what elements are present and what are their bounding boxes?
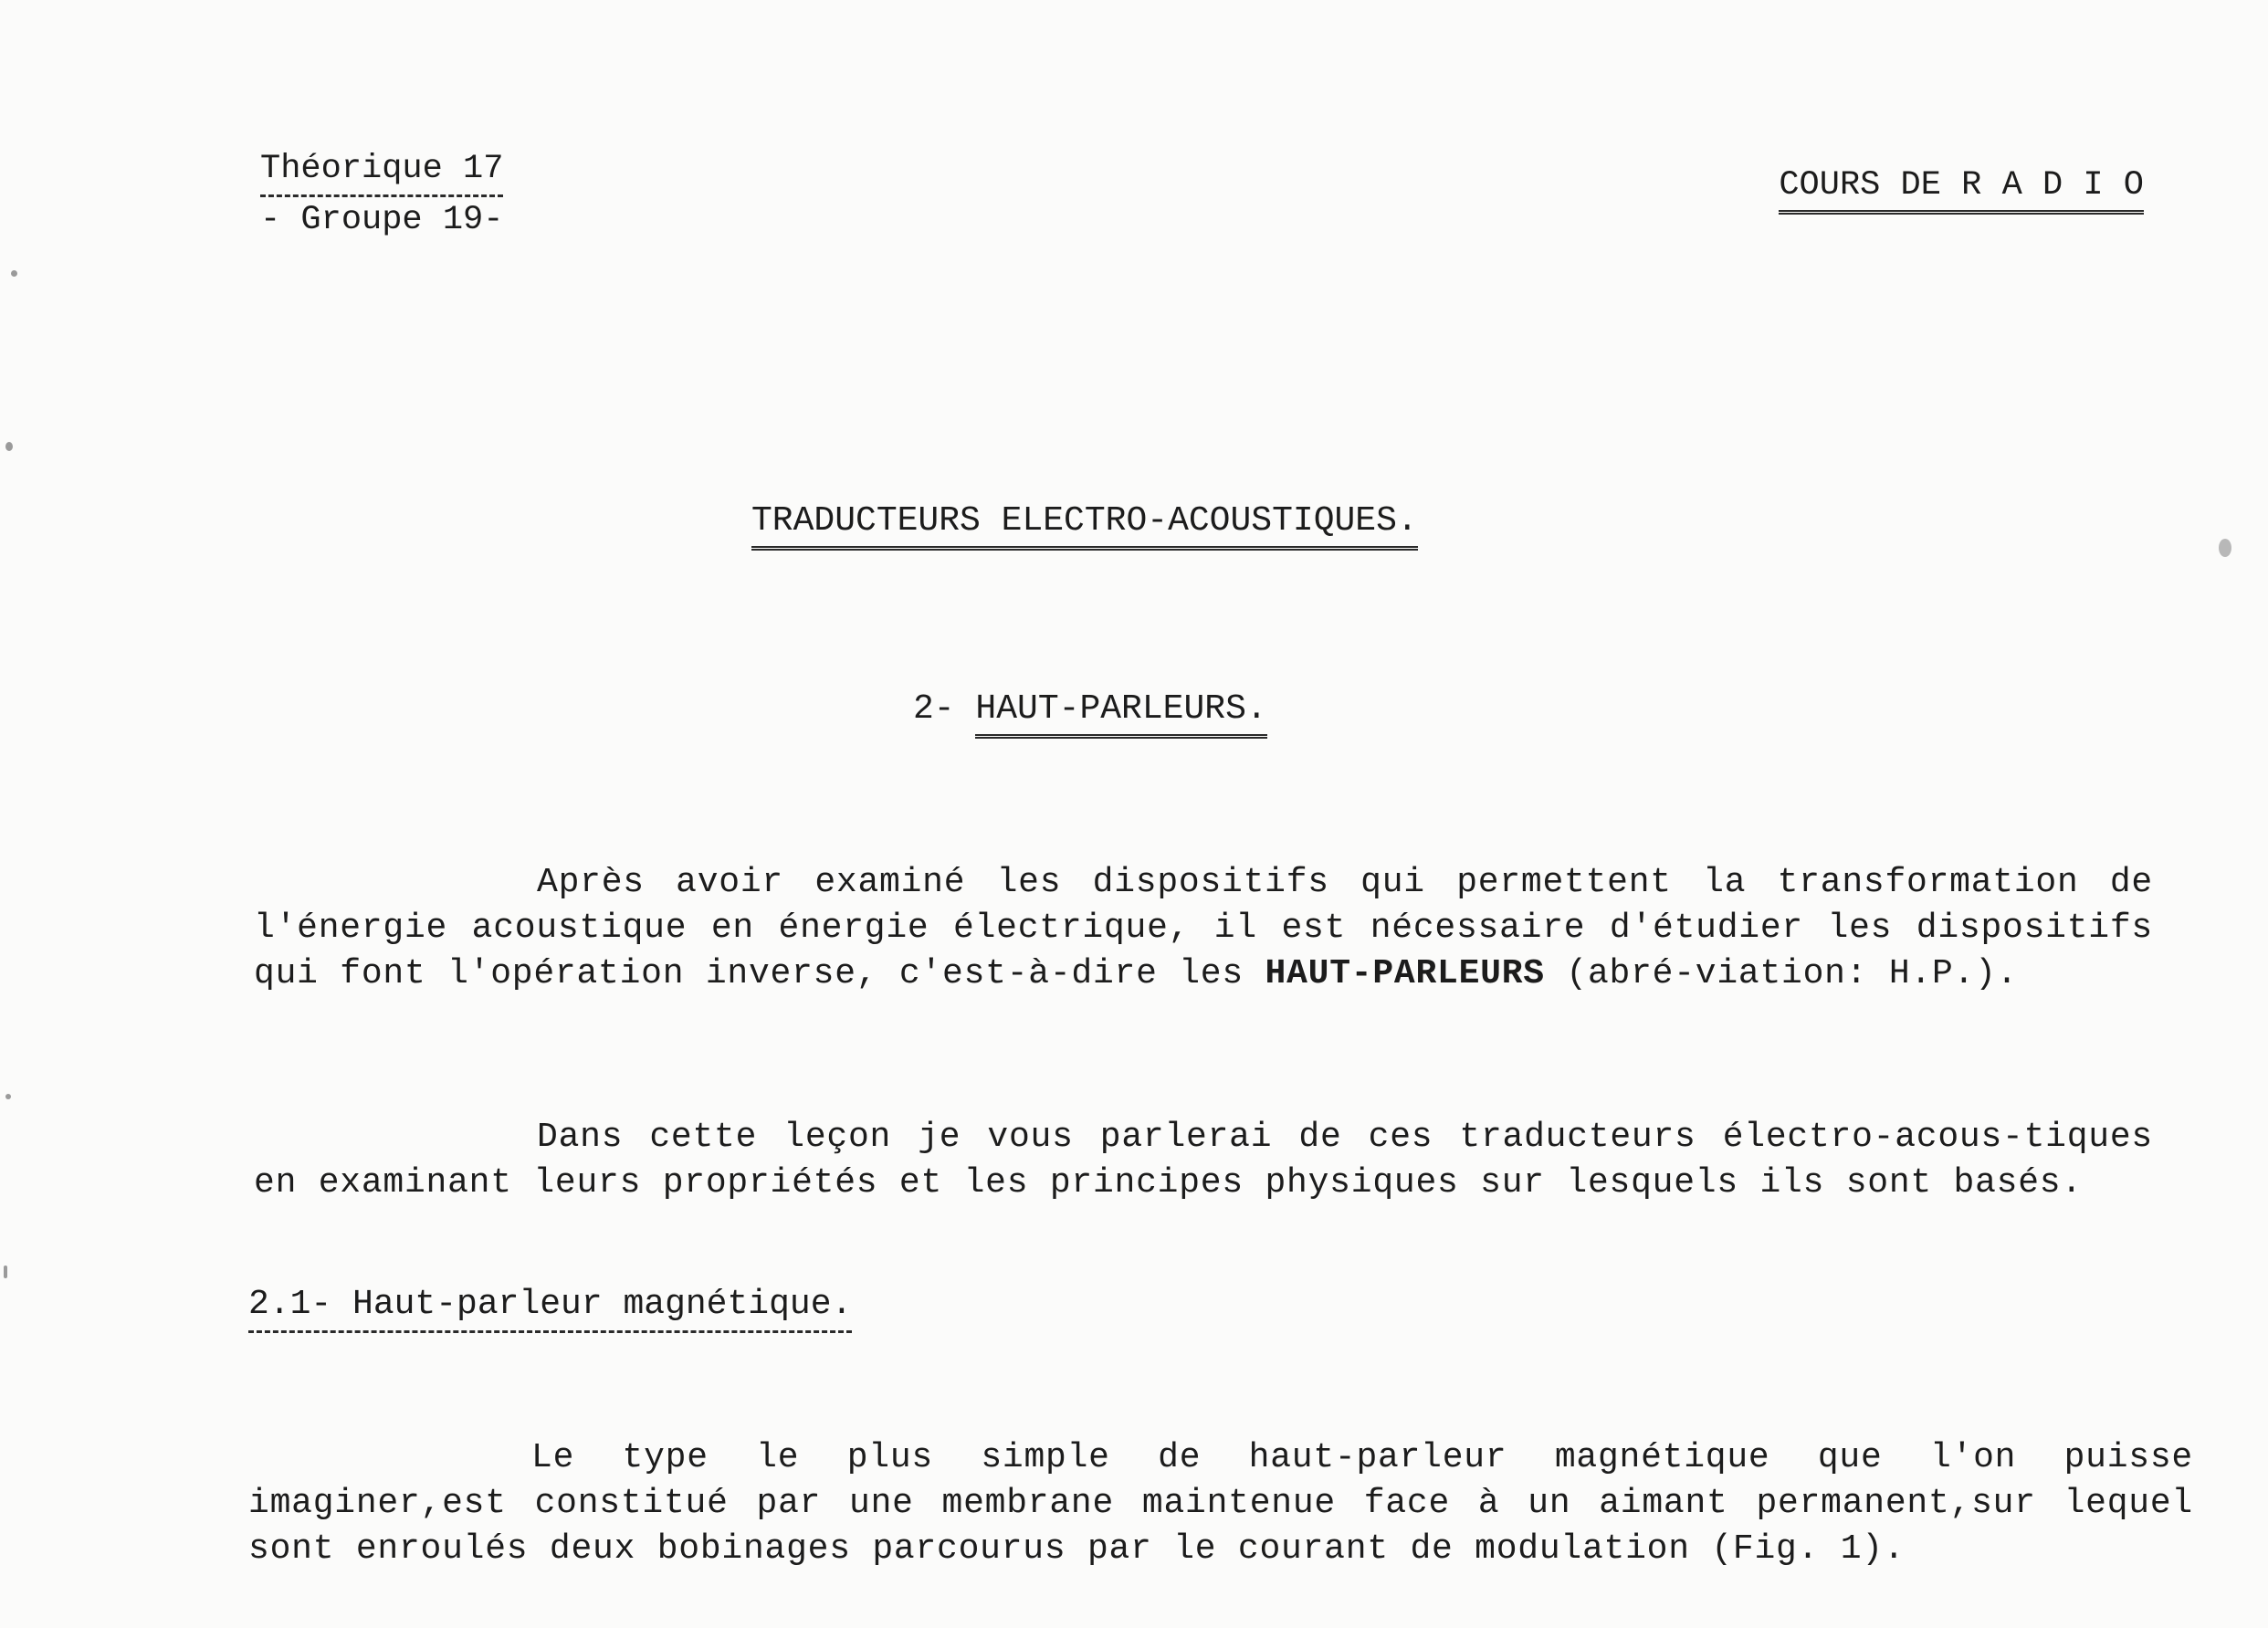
section-heading-text: HAUT-PARLEURS. <box>975 687 1266 739</box>
header-left <box>260 146 503 243</box>
paragraph-magnetic-speaker-text: Le type le plus simple de haut-parleur magnétique que l'on puisse imaginer,est constitué par une membrane maintenue face à un aimant permanent,sur lequel sont enroulés deux bobinages parcourus par le courant de modulation (Fig. 1). <box>248 1438 2193 1569</box>
header-right <box>1779 163 2144 215</box>
scan-speck <box>2219 539 2231 557</box>
paragraph-lesson-overview <box>254 1115 2153 1206</box>
paragraph-intro <box>254 860 2153 997</box>
subsection-heading <box>248 1282 852 1333</box>
paragraph-lesson-overview-text: Dans cette leçon je vous parlerai de ces traducteurs électro-acous-tiques en examinant leurs propriétés et les principes physiques sur lesquels ils sont basés. <box>254 1118 2153 1203</box>
page-title <box>751 499 1418 551</box>
course-label: COURS DE R A D I O <box>1779 163 2144 215</box>
section-number: 2- <box>913 689 955 729</box>
lesson-label: Théorique 17 <box>260 146 503 197</box>
page-title-text: TRADUCTEURS ELECTRO-ACOUSTIQUES. <box>751 499 1418 551</box>
paragraph-intro-text: Après avoir examiné les dispositifs qui permettent la transformation de l'énergie acoustique en énergie électrique, il est nécessaire d'étudier les dispositifs qui font l'opération inverse, c'est-à-dire les <box>254 863 2153 993</box>
scan-speck <box>4 1266 7 1278</box>
scan-speck <box>11 270 17 277</box>
subsection-heading-text: 2.1- Haut-parleur magnétique. <box>248 1282 852 1333</box>
paragraph-magnetic-speaker <box>248 1435 2193 1572</box>
group-label: - Groupe 19- <box>260 201 504 239</box>
paragraph-intro-end: (abré-viation: H.P.). <box>1544 954 2019 993</box>
section-title <box>913 687 1267 739</box>
scan-speck <box>5 1094 11 1099</box>
scan-speck <box>5 442 13 451</box>
paragraph-intro-bold: HAUT-PARLEURS <box>1265 954 1545 993</box>
